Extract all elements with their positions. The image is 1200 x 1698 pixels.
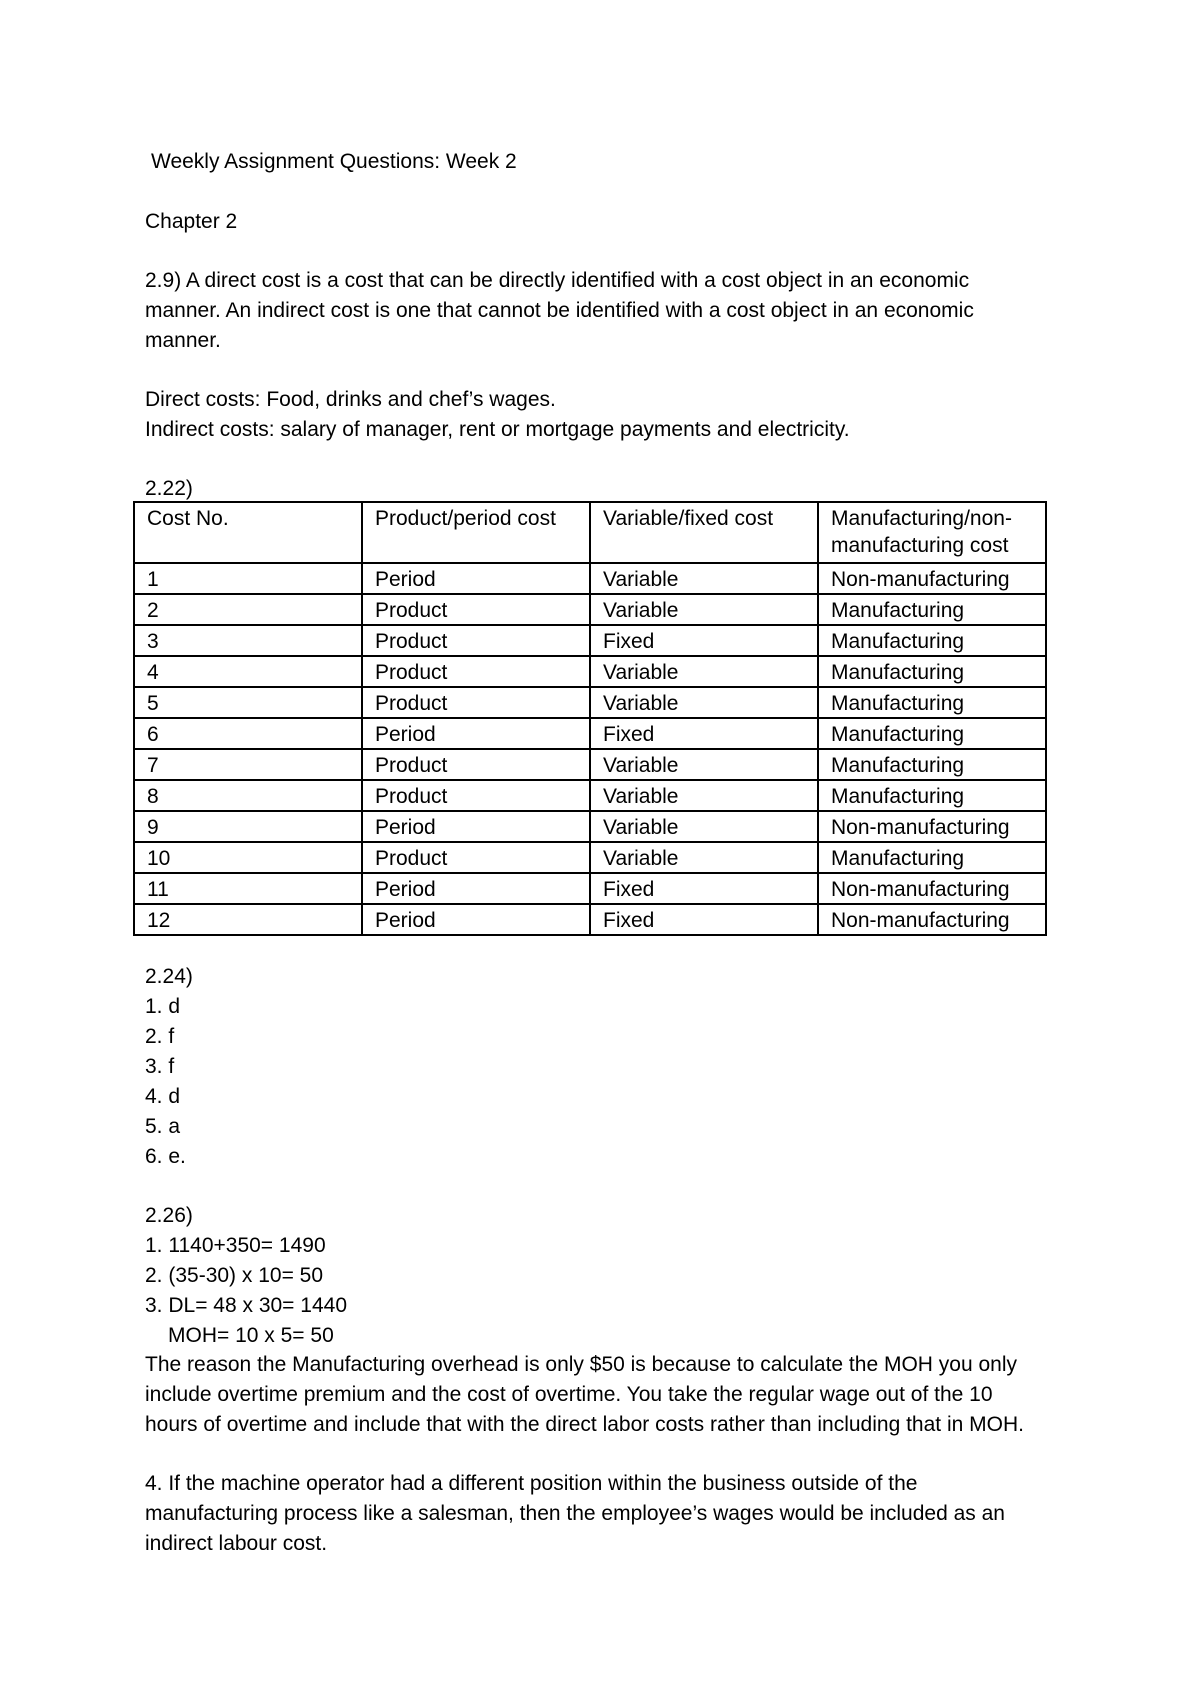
cell-product-period: Period (362, 904, 590, 935)
cell-product-period: Period (362, 718, 590, 749)
header-cost-no: Cost No. (134, 502, 362, 563)
cost-classification-table (133, 501, 1047, 936)
cell-variable-fixed: Fixed (590, 718, 818, 749)
header-variable-fixed: Variable/fixed cost (590, 502, 818, 563)
header-manufacturing: Manufacturing/non-manufacturing cost (818, 502, 1046, 563)
question-2-26-label: 2.26) (145, 1204, 193, 1227)
table-row (134, 780, 1046, 811)
list-item: 1. 1140+350= 1490 (145, 1234, 326, 1257)
cell-product-period: Period (362, 811, 590, 842)
moh-reason-paragraph: The reason the Manufacturing overhead is only $50 is because to calculate the MOH you only include overtime premium and the cost of overtime. You take the regular wage out of the 10 hours of overtime and include that with the direct labor costs rather than including that in MOH. (145, 1353, 1024, 1436)
question-2-24-label: 2.24) (145, 965, 193, 988)
cell-variable-fixed: Variable (590, 780, 818, 811)
answer-2-24-list (145, 992, 186, 1172)
table-row (134, 625, 1046, 656)
list-item: 1. d (145, 995, 181, 1018)
cell-manufacturing: Manufacturing (818, 718, 1046, 749)
moh-line: MOH= 10 x 5= 50 (168, 1324, 334, 1347)
cell-product-period: Product (362, 656, 590, 687)
cell-product-period: Product (362, 594, 590, 625)
cell-product-period: Product (362, 749, 590, 780)
cell-manufacturing: Non-manufacturing (818, 904, 1046, 935)
cell-manufacturing: Non-manufacturing (818, 811, 1046, 842)
table-row (134, 904, 1046, 935)
table-row (134, 594, 1046, 625)
cell-variable-fixed: Variable (590, 687, 818, 718)
cell-product-period: Product (362, 625, 590, 656)
cell-variable-fixed: Variable (590, 749, 818, 780)
table-header-row (134, 502, 1046, 563)
cell-product-period: Period (362, 563, 590, 594)
cell-variable-fixed: Variable (590, 811, 818, 842)
cell-product-period: Product (362, 780, 590, 811)
cell-cost-no: 12 (134, 904, 362, 935)
answer-2-26-4-paragraph: 4. If the machine operator had a different position within the business outside of the manufacturing process like a salesman, then the employee’s wages would be included as an indirect labour cost. (145, 1472, 1005, 1555)
cell-cost-no: 5 (134, 687, 362, 718)
cell-cost-no: 2 (134, 594, 362, 625)
list-item: 4. d (145, 1085, 181, 1108)
table-row (134, 687, 1046, 718)
table-row (134, 749, 1046, 780)
table-row (134, 563, 1046, 594)
document-title: Weekly Assignment Questions: Week 2 (151, 150, 517, 173)
cell-manufacturing: Non-manufacturing (818, 873, 1046, 904)
cell-cost-no: 7 (134, 749, 362, 780)
cell-product-period: Product (362, 842, 590, 873)
cell-variable-fixed: Variable (590, 594, 818, 625)
cell-cost-no: 6 (134, 718, 362, 749)
cell-variable-fixed: Variable (590, 656, 818, 687)
table-row (134, 718, 1046, 749)
table-row (134, 842, 1046, 873)
cell-cost-no: 1 (134, 563, 362, 594)
cell-manufacturing: Manufacturing (818, 687, 1046, 718)
indirect-costs-line: Indirect costs: salary of manager, rent or mortgage payments and electricity. (145, 418, 850, 441)
table-row (134, 811, 1046, 842)
cell-manufacturing: Manufacturing (818, 656, 1046, 687)
cell-variable-fixed: Fixed (590, 625, 818, 656)
cell-cost-no: 10 (134, 842, 362, 873)
list-item: 2. f (145, 1025, 175, 1048)
list-item: 5. a (145, 1115, 181, 1138)
answer-2-26-list (145, 1231, 347, 1351)
answer-2-9-paragraph: 2.9) A direct cost is a cost that can be directly identified with a cost object in an economic manner. An indirect cost is one that cannot be identified with a cost object in an economic manner. (145, 269, 974, 352)
list-item: 3. DL= 48 x 30= 1440 (145, 1294, 347, 1317)
cell-manufacturing: Manufacturing (818, 780, 1046, 811)
cell-manufacturing: Manufacturing (818, 842, 1046, 873)
question-2-22-label: 2.22) (145, 477, 193, 500)
cell-cost-no: 9 (134, 811, 362, 842)
cell-manufacturing: Manufacturing (818, 594, 1046, 625)
cell-variable-fixed: Variable (590, 563, 818, 594)
table-row (134, 873, 1046, 904)
table-row (134, 656, 1046, 687)
cell-cost-no: 3 (134, 625, 362, 656)
list-item: 2. (35-30) x 10= 50 (145, 1264, 324, 1287)
cell-variable-fixed: Variable (590, 842, 818, 873)
cell-variable-fixed: Fixed (590, 873, 818, 904)
cell-cost-no: 4 (134, 656, 362, 687)
direct-costs-line: Direct costs: Food, drinks and chef’s wages. (145, 388, 556, 411)
cell-product-period: Period (362, 873, 590, 904)
list-item: 6. e. (145, 1145, 186, 1168)
list-item: 3. f (145, 1055, 175, 1078)
cell-cost-no: 11 (134, 873, 362, 904)
cell-cost-no: 8 (134, 780, 362, 811)
cell-manufacturing: Non-manufacturing (818, 563, 1046, 594)
header-product-period: Product/period cost (362, 502, 590, 563)
cell-manufacturing: Manufacturing (818, 625, 1046, 656)
cell-manufacturing: Manufacturing (818, 749, 1046, 780)
chapter-heading: Chapter 2 (145, 210, 238, 233)
cell-variable-fixed: Fixed (590, 904, 818, 935)
cell-product-period: Product (362, 687, 590, 718)
